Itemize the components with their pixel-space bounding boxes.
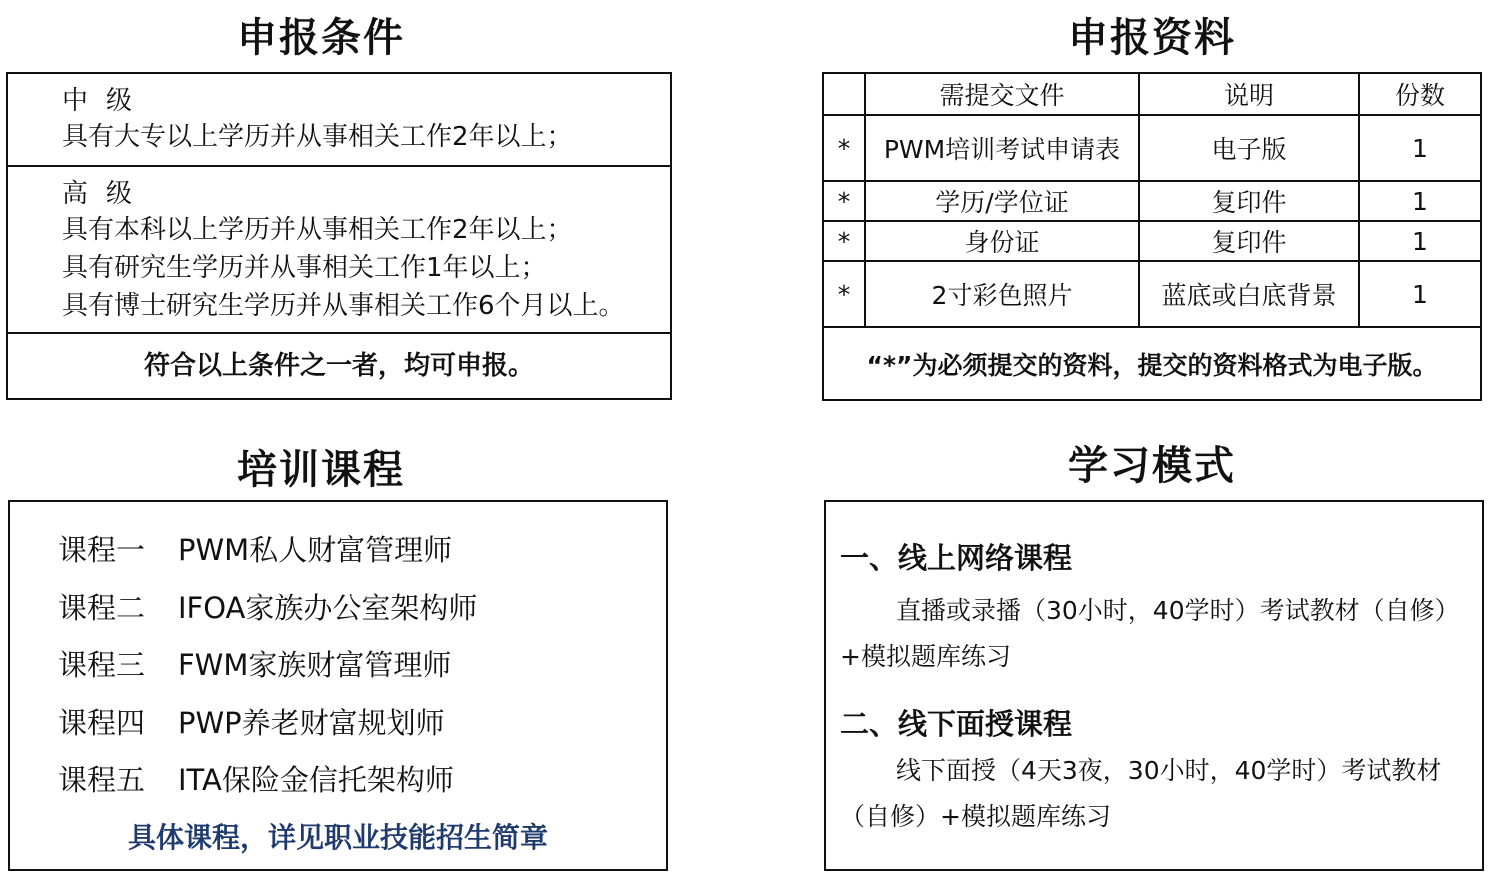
table-header-cell: 说明 bbox=[1139, 73, 1359, 115]
courses-heading: 培训课程 bbox=[237, 447, 405, 493]
document-count: 1 bbox=[1359, 261, 1481, 327]
document-name: 学历/学位证 bbox=[865, 181, 1139, 221]
table-header-cell: 份数 bbox=[1359, 73, 1481, 115]
table-header-row bbox=[823, 73, 1481, 115]
required-mark: * bbox=[823, 181, 865, 221]
required-mark: * bbox=[823, 221, 865, 261]
study-mode-box bbox=[824, 500, 1484, 871]
courses-footer: 具体课程，详见职业技能招生简章 bbox=[127, 821, 548, 854]
course-number: 课程二 bbox=[58, 591, 146, 625]
conditions-box bbox=[6, 72, 672, 400]
conditions-footer: 符合以上条件之一者，均可申报。 bbox=[143, 351, 534, 381]
materials-table bbox=[822, 72, 1482, 401]
high-level-label: 高级 bbox=[62, 179, 151, 209]
course-number: 课程一 bbox=[58, 533, 146, 567]
document-note: 复印件 bbox=[1139, 181, 1359, 221]
offline-course-description: 线下面授（4天3夜，30小时，40学时）考试教材（自修）+模拟题库练习 bbox=[840, 756, 1442, 831]
courses-box bbox=[8, 500, 668, 871]
document-note: 复印件 bbox=[1139, 221, 1359, 261]
document-name: 2寸彩色照片 bbox=[865, 261, 1139, 327]
materials-footer: “*”为必须提交的资料，提交的资料格式为电子版。 bbox=[823, 327, 1481, 400]
document-note: 电子版 bbox=[1139, 115, 1359, 181]
course-number: 课程四 bbox=[58, 706, 146, 740]
online-course-description: 直播或录播（30小时，40学时）考试教材（自修）+模拟题库练习 bbox=[840, 596, 1460, 671]
course-item bbox=[58, 643, 451, 684]
document-count: 1 bbox=[1359, 181, 1481, 221]
course-item bbox=[58, 701, 445, 742]
mid-level-section bbox=[8, 74, 670, 167]
table-footer-row bbox=[823, 327, 1481, 400]
high-level-requirement: 具有本科以上学历并从事相关工作2年以上； bbox=[62, 215, 573, 245]
mid-level-requirement: 具有大专以上学历并从事相关工作2年以上； bbox=[62, 122, 573, 152]
required-mark: * bbox=[823, 115, 865, 181]
course-name: PWM私人财富管理师 bbox=[178, 533, 453, 567]
course-item bbox=[58, 758, 454, 799]
course-number: 课程三 bbox=[58, 648, 146, 682]
table-row bbox=[823, 181, 1481, 221]
course-name: FWM家族财富管理师 bbox=[178, 648, 452, 682]
document-note: 蓝底或白底背景 bbox=[1139, 261, 1359, 327]
course-name: IFOA家族办公室架构师 bbox=[178, 591, 478, 625]
mid-level-label: 中级 bbox=[62, 86, 151, 116]
course-name: ITA保险金信托架构师 bbox=[178, 763, 454, 797]
table-header-cell bbox=[823, 73, 865, 115]
course-number: 课程五 bbox=[58, 763, 146, 797]
course-name: PWP养老财富规划师 bbox=[178, 706, 445, 740]
materials-heading: 申报资料 bbox=[1068, 15, 1236, 61]
table-row bbox=[823, 115, 1481, 181]
document-count: 1 bbox=[1359, 115, 1481, 181]
study-mode-heading: 学习模式 bbox=[1068, 443, 1236, 489]
high-level-section bbox=[8, 167, 670, 334]
document-name: PWM培训考试申请表 bbox=[865, 115, 1139, 181]
course-item bbox=[58, 586, 477, 627]
document-name: 身份证 bbox=[865, 221, 1139, 261]
document-count: 1 bbox=[1359, 221, 1481, 261]
table-row bbox=[823, 221, 1481, 261]
offline-course-title: 二、线下面授课程 bbox=[840, 707, 1073, 741]
table-row bbox=[823, 261, 1481, 327]
high-level-requirement: 具有研究生学历并从事相关工作1年以上； bbox=[62, 253, 547, 283]
materials-box bbox=[822, 72, 1482, 401]
required-mark: * bbox=[823, 261, 865, 327]
course-item bbox=[58, 528, 452, 569]
conditions-heading: 申报条件 bbox=[237, 15, 405, 61]
table-header-cell: 需提交文件 bbox=[865, 73, 1139, 115]
online-course-title: 一、线上网络课程 bbox=[840, 541, 1073, 575]
high-level-requirement: 具有博士研究生学历并从事相关工作6个月以上。 bbox=[62, 291, 625, 321]
